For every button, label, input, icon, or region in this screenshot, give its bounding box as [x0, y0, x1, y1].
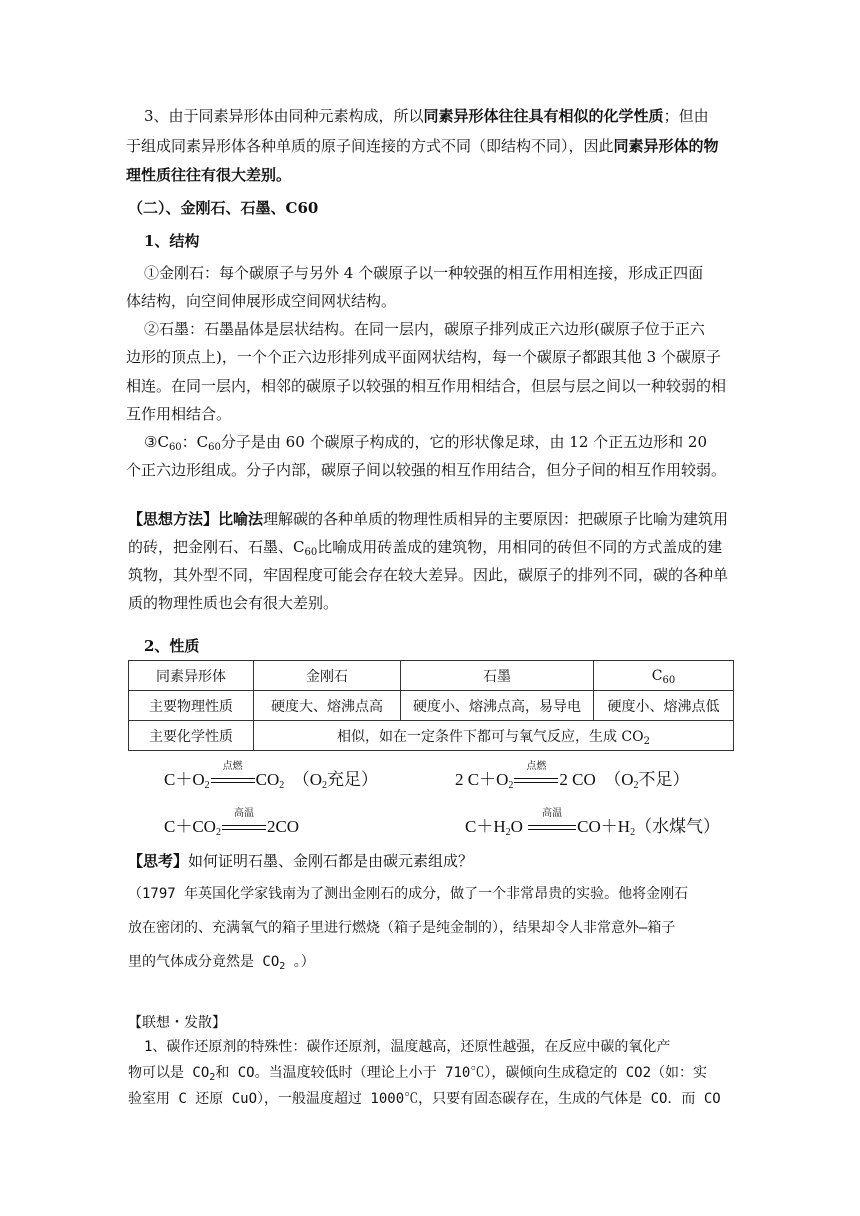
method-tag: 【思想方法】比喻法: [128, 510, 264, 528]
associate-text-1: 1、碳作还原剂的特殊性：碳作还原剂，温度越高，还原性越强，在反应中碳的氧化产: [144, 1039, 671, 1055]
properties-table: [128, 660, 734, 751]
equation-c-o2-insufficient: 2 $C+O_2$ 点燃 2 CO （$O_2$不足）: [455, 761, 690, 791]
c60-text-1: $③C_{60}$：$C_{60}$分子是由 60 个碳原子构成的，它的形状像足球，由 12 个正五边形和 20: [144, 433, 707, 453]
section-heading-diamond-graphite-c60: （二）、金刚石、石墨、C60: [128, 199, 319, 217]
para-allotrope-line-3: 理性质往往有很大差别。: [126, 166, 292, 184]
table-cell: 硬度小、熔沸点低: [594, 691, 734, 721]
graphite-text-4: 互作用相结合。: [126, 405, 232, 423]
reaction-arrow: 高温: [222, 823, 266, 833]
associate-text-3: 验室用 C 还原 CuO），一般温度超过 1000℃，只要有固态碳存在，生成的气体是 CO．而 CO: [128, 1091, 721, 1107]
table-header-row: [129, 661, 734, 691]
para-allotrope-line-1: 3、由于同素异形体由同种元素构成，所以同素异形体往往具有相似的化学性质；但由: [144, 107, 709, 125]
table-cell: 硬度小、熔沸点高，易导电: [401, 691, 594, 721]
graphite-text-3: 相连。在同一层内，相邻的碳原子以较强的相互作用相结合，但层与层之间以一种较弱的相: [126, 377, 727, 395]
table-cell: $C_{60}$: [594, 661, 734, 691]
reaction-arrow: 点燃: [514, 776, 558, 786]
method-line-4: 质的物理性质也会有很大差别。: [128, 594, 339, 612]
table-row: [129, 691, 734, 721]
graphite-text-2: 边形的顶点上)，一个个正六边形排列成平面网状结构，每一个碳原子都跟其他 3 个碳原子: [126, 348, 721, 366]
associate-text-2: 物可以是 $CO_2$和 CO。当温度较低时（理论上小于 710℃），碳倾向生成稳定的 CO2（如：实: [128, 1065, 708, 1083]
table-row: [129, 721, 734, 751]
table-cell: 硬度大、熔沸点高: [254, 691, 401, 721]
table-cell: 相似，如在一定条件下都可与氧气反应，生成 $CO_2$: [254, 721, 734, 751]
para-allotrope-line-2: 于组成同素异形体各种单质的原子间连接的方式不同（即结构不同），因此同素异形体的物: [126, 137, 719, 155]
associate-heading: 【联想・发散】: [128, 1015, 226, 1031]
equation-c-co2: $C+CO_2$ 高温 2CO: [164, 808, 300, 838]
table-cell: 石墨: [401, 661, 594, 691]
think-text-3: 里的气体成分竟然是 $CO_2$ 。）: [128, 954, 315, 972]
reaction-arrow: 点燃: [211, 776, 255, 786]
table-cell: 主要化学性质: [129, 721, 254, 751]
table-cell: 同素异形体: [129, 661, 254, 691]
think-tag: 【思考】: [128, 852, 189, 870]
properties-heading: 2、性质: [144, 637, 200, 655]
think-text-1: （1797 年英国化学家钱南为了测出金刚石的成分，做了一个非常昂贵的实验。他将金刚石: [128, 886, 689, 902]
method-line-3: 筑物，其外型不同，牢固程度可能会存在较大差异。因此，碳原子的排列不同，碳的各种单: [128, 566, 729, 584]
think-text-2: 放在密闭的、充满氧气的箱子里进行燃烧（箱子是纯金制的），结果却令人非常意外—箱子: [128, 920, 676, 936]
diamond-text-1: ①金刚石：每个碳原子与另外 4 个碳原子以一种较强的相互作用相连接，形成正四面: [144, 264, 704, 282]
reaction-arrow: 高温: [528, 823, 576, 833]
method-line-1: 【思想方法】比喻法理解碳的各种单质的物理性质相异的主要原因：把碳原子比喻为建筑用: [128, 510, 729, 528]
structure-heading: 1、结构: [144, 232, 200, 250]
equation-c-o2-sufficient: $C+O_2$ 点燃 $CO_2$ （$O_2$充足）: [164, 761, 379, 791]
table-cell: 金刚石: [254, 661, 401, 691]
think-question: 【思考】如何证明石墨、金刚石都是由碳元素组成？: [128, 852, 474, 870]
equation-c-h2o: $C+H_2O$ 高温 $CO+H_2$（水煤气）: [465, 808, 721, 838]
graphite-text-1: ②石墨：石墨晶体是层状结构。在同一层内，碳原子排列成正六边形(碳原子位于正六: [144, 320, 705, 338]
diamond-text-2: 体结构，向空间伸展形成空间网状结构。: [126, 292, 397, 310]
table-cell: 主要物理性质: [129, 691, 254, 721]
method-line-2: 的砖，把金刚石、石墨、$C_{60}$比喻成用砖盖成的建筑物，用相同的砖但不同的方式盖成的建: [128, 538, 723, 558]
c60-text-2: 个正六边形组成。分子内部，碳原子间以较强的相互作用结合，但分子间的相互作用较弱。: [126, 461, 727, 479]
